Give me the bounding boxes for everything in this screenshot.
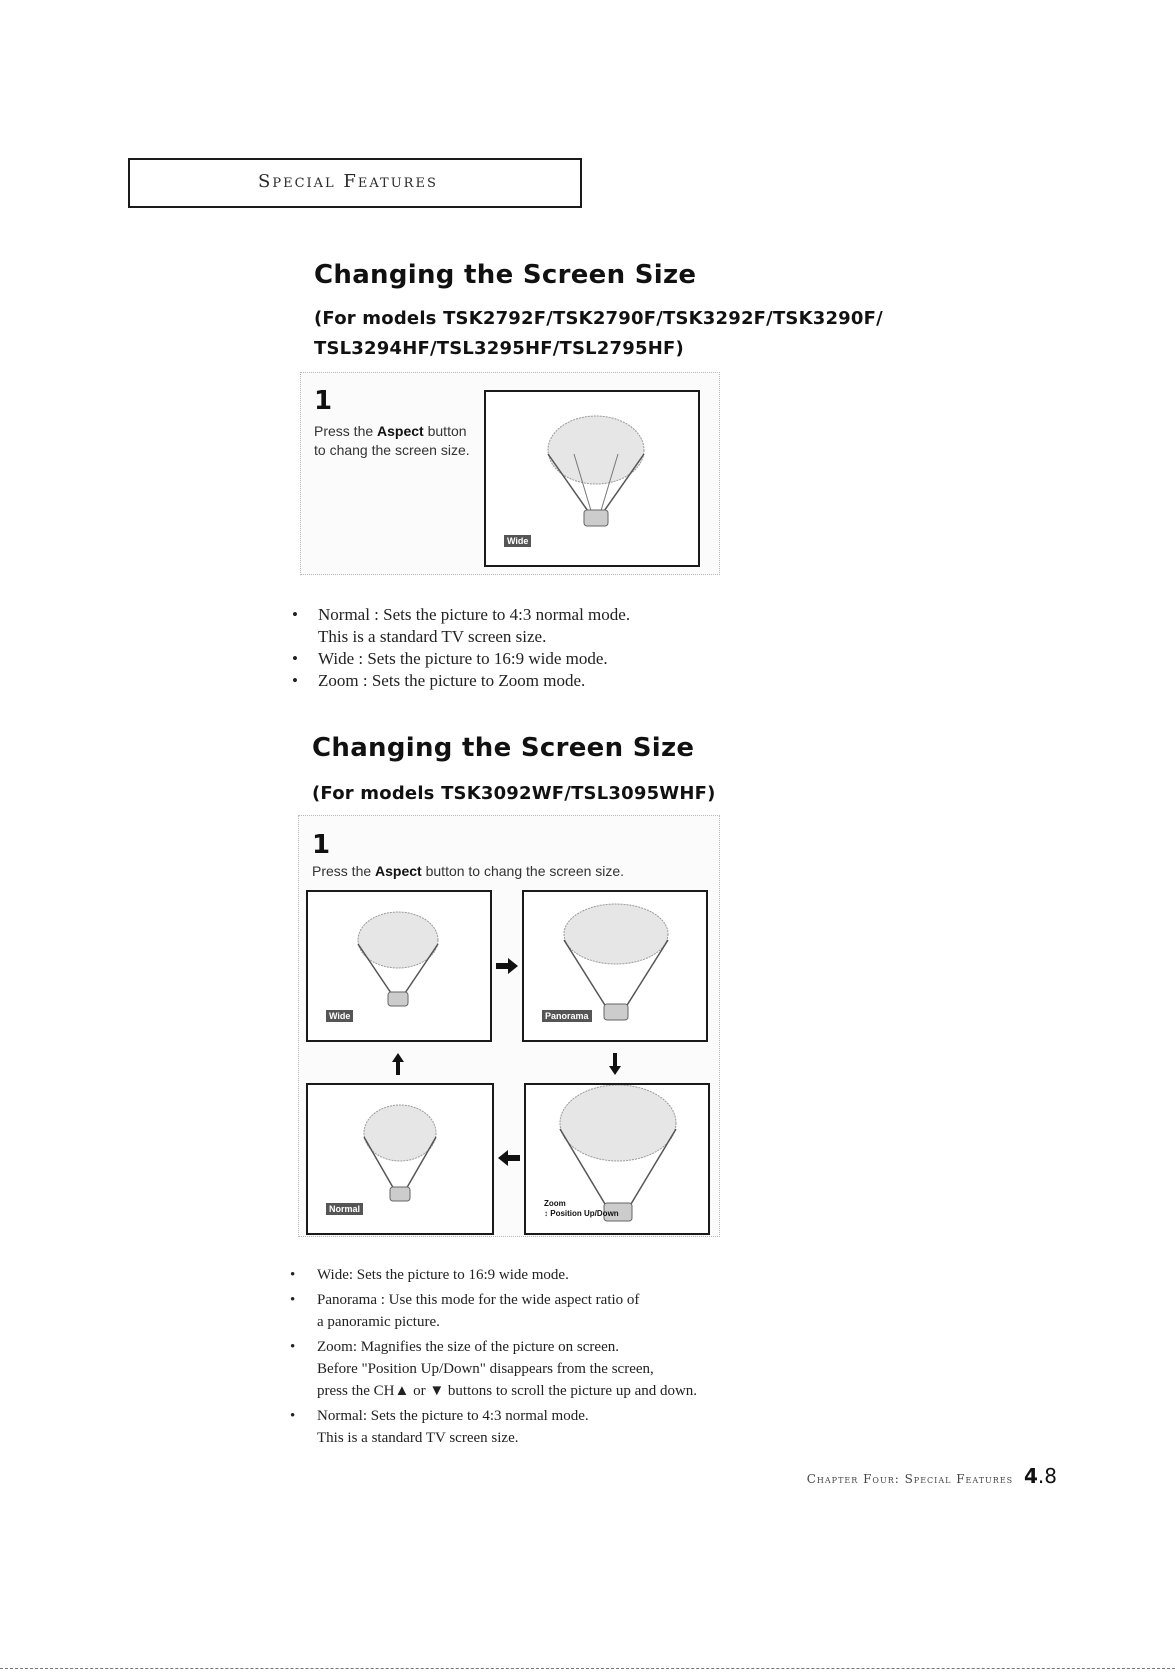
bullet-panorama: • Panorama : Use this mode for the wide aspect ratio of a panoramic picture.: [290, 1289, 850, 1333]
screen-label-panorama: Panorama: [542, 1010, 592, 1022]
step1-instruction: Press the Aspect button to chang the screen size.: [314, 423, 470, 458]
bullet-normal: • Normal: Sets the picture to 4:3 normal mode. This is a standard TV screen size.: [290, 1405, 850, 1449]
arrow-left-icon: [498, 1150, 520, 1166]
tv-screen-wide: [484, 390, 700, 567]
section1-bullet-list: [292, 604, 852, 692]
tv-screen-normal: [306, 1083, 494, 1235]
step2-instruction: Press the Aspect button to chang the screen size.: [312, 863, 625, 879]
header-title: Special Features: [258, 171, 438, 192]
updown-arrows-icon: ↕: [544, 1209, 548, 1218]
tv-screen-zoom: [524, 1083, 710, 1235]
screen-label-wide: Wide: [504, 535, 531, 547]
screen-label-wide: Wide: [326, 1010, 353, 1022]
bullet-wide: • Wide: Sets the picture to 16:9 wide mode.: [290, 1264, 850, 1286]
section2-subtitle: (For models TSK3092WF/TSL3095WHF): [312, 783, 716, 804]
screen-label-normal: Normal: [326, 1203, 363, 1215]
tv-screen-panorama: [522, 890, 708, 1042]
section1-title: Changing the Screen Size: [314, 260, 697, 290]
section1-subtitle-line1: (For models TSK2792F/TSK2790F/TSK3292F/TSK3290F/: [314, 308, 883, 329]
screen-label-zoom: Zoom ↕ Position Up/Down: [544, 1199, 619, 1218]
section2-bullet-list: [290, 1264, 850, 1452]
step1-number: 1: [314, 386, 333, 416]
bullet-normal: • Normal : Sets the picture to 4:3 normal mode. This is a standard TV screen size.: [292, 604, 852, 648]
arrow-up-icon: [392, 1053, 404, 1075]
bottom-rule: [0, 1668, 1175, 1669]
step2-number: 1: [312, 830, 331, 860]
page-footer: [807, 1464, 1057, 1488]
arrow-right-icon: [496, 958, 518, 974]
footer-chapter-text: Chapter Four: Special Features: [806, 1472, 1014, 1486]
bullet-zoom: • Zoom : Sets the picture to Zoom mode.: [292, 670, 852, 692]
section2-title: Changing the Screen Size: [312, 733, 695, 763]
page-chapter-number: 4: [1023, 1464, 1038, 1488]
tv-screen-wide-2: [306, 890, 492, 1042]
bullet-zoom: • Zoom: Magnifies the size of the picture on screen. Before "Position Up/Down" disappears from the screen, press the CH▲ or ▼ buttons to scroll the picture up and down.: [290, 1336, 850, 1402]
arrow-down-icon: [609, 1053, 621, 1075]
section1-subtitle-line2: TSL3294HF/TSL3295HF/TSL2795HF): [314, 338, 684, 359]
page-number: .8: [1037, 1464, 1057, 1488]
bullet-wide: • Wide : Sets the picture to 16:9 wide mode.: [292, 648, 852, 670]
